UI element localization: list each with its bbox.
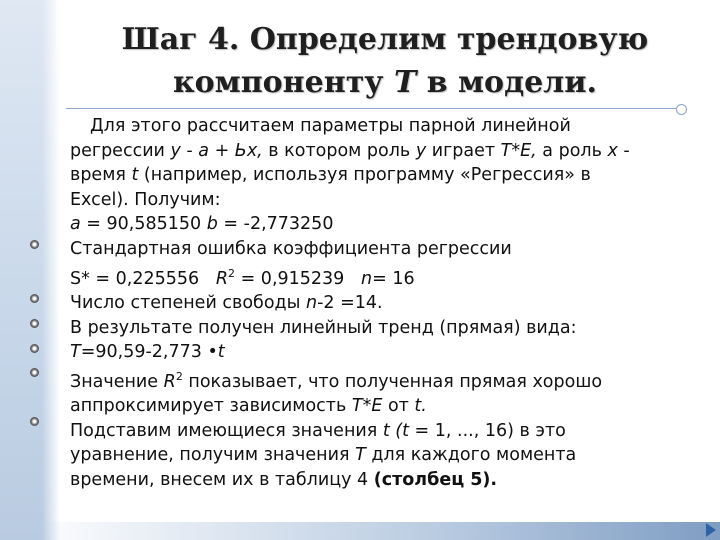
text: а роль — [536, 140, 608, 161]
superscript: 2 — [228, 266, 236, 280]
bullet-1-line-1 — [70, 237, 670, 262]
bullet-4 — [70, 340, 670, 365]
bullet-icon — [29, 239, 39, 249]
text: в котором роль — [262, 140, 416, 161]
var-r: R — [215, 268, 229, 289]
title-variable: Т — [393, 65, 417, 100]
text: Значение — [70, 371, 164, 392]
title-line-2 — [60, 61, 710, 104]
bullet-icon — [29, 367, 39, 377]
bullet-2 — [70, 291, 670, 316]
text: для каждого момента — [365, 445, 577, 466]
var-a: а — [70, 214, 81, 235]
var-t: t (t — [382, 420, 409, 441]
intro-line-4: Excel). Получим: — [70, 189, 221, 210]
equation: =90,59-2,773 • — [80, 342, 218, 363]
text: времени, внесем их в таблицу 4 — [70, 469, 374, 490]
bullet-1-line-2 — [70, 262, 670, 291]
var-r: R — [163, 371, 176, 392]
divider-end-circle — [676, 104, 687, 115]
intro-line-2 — [70, 139, 670, 164]
corner-arrow-icon — [706, 523, 716, 537]
intro-line-5 — [70, 212, 670, 237]
text: от — [382, 396, 415, 417]
bullet-icon — [29, 318, 39, 328]
var-t: t — [131, 165, 139, 186]
bullet-icon — [29, 293, 39, 303]
bullet-5-line-1 — [70, 365, 670, 394]
title-text-end: в модели. — [416, 65, 597, 100]
slide-body — [70, 114, 670, 493]
formula: у - а + Ьх, — [170, 140, 263, 161]
value-r2: = 0,915239 — [235, 268, 361, 289]
text: Подставим имеющиеся значения — [70, 420, 383, 441]
bold-text: (столбец 5). — [373, 469, 498, 490]
text: показывает, что полученная прямая хорошо — [182, 371, 603, 392]
var-t: t. — [414, 396, 427, 417]
bullet-icon — [29, 343, 39, 353]
bullet-6-line-1 — [70, 419, 670, 444]
var-t: t — [217, 342, 225, 363]
bullet-6-line-2 — [70, 443, 670, 468]
title-text: компоненту — [172, 65, 394, 100]
text: - — [617, 140, 630, 161]
text: время — [70, 165, 132, 186]
slide-title — [60, 18, 710, 104]
var-te: Т*Е — [351, 396, 383, 417]
var-y: у — [415, 140, 427, 161]
var-b: b — [206, 214, 218, 235]
var-n: n — [306, 292, 318, 313]
bullet-3: В результате получен линейный тренд (прямая) вида: — [70, 317, 577, 338]
intro-line-3 — [70, 163, 670, 188]
var-T: Т — [355, 445, 366, 466]
text: регрессии — [70, 140, 171, 161]
value-n: = 16 — [372, 268, 415, 289]
title-line-1: Шаг 4. Определим трендовую — [121, 22, 649, 57]
text: -2 =14. — [317, 292, 383, 313]
superscript: 2 — [175, 369, 183, 383]
bullet-icon — [29, 416, 39, 426]
value-b: = -2,773250 — [217, 214, 334, 235]
title-divider — [66, 108, 680, 109]
var-T: Т — [70, 342, 81, 363]
intro-line-1: Для этого рассчитаем параметры парной линейной — [90, 116, 571, 136]
text: аппроксимирует зависимость — [70, 396, 352, 417]
text: Число степеней свободы — [70, 292, 307, 313]
text: играет — [426, 140, 501, 161]
var-n: n — [361, 268, 373, 289]
text: Стандартная ошибка коэффициента регрессии — [70, 238, 512, 259]
value-s: S* = 0,225556 — [70, 268, 216, 289]
bullet-6-line-3 — [70, 468, 670, 493]
text: (например, используя программу «Регрессия» в — [138, 165, 591, 186]
left-decorative-band — [0, 0, 60, 540]
var-x: х — [607, 140, 618, 161]
bullet-5-line-2 — [70, 394, 670, 419]
text: уравнение, получим значения — [70, 445, 356, 466]
bottom-decorative-band — [20, 522, 720, 540]
var-te: Т*Е, — [500, 140, 537, 161]
text: = 1, ..., 16) в это — [408, 420, 566, 441]
value-a: = 90,585150 — [80, 214, 207, 235]
